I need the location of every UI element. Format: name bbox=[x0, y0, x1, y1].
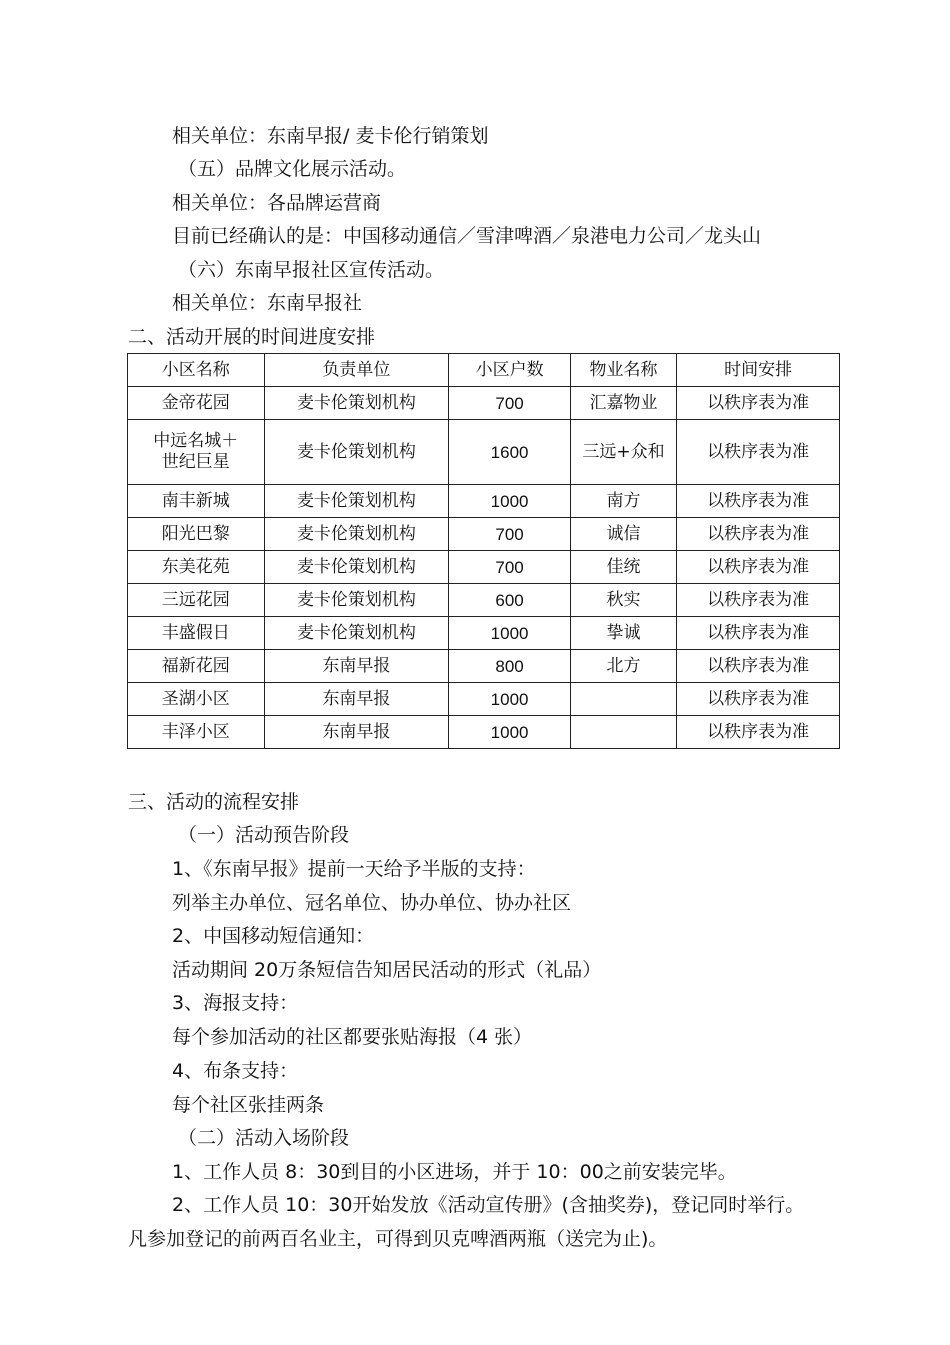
table-row bbox=[128, 518, 840, 551]
cell-schedule: 以秩序表为准 bbox=[677, 551, 840, 584]
cell-property bbox=[570, 716, 676, 749]
cell-schedule: 以秩序表为准 bbox=[677, 650, 840, 683]
cell-schedule: 以秩序表为准 bbox=[677, 518, 840, 551]
cell-households: 1000 bbox=[449, 617, 571, 650]
table-row bbox=[128, 683, 840, 716]
header-community-name: 小区名称 bbox=[128, 354, 265, 387]
cell-households: 700 bbox=[449, 387, 571, 420]
cell-community: 丰泽小区 bbox=[128, 716, 265, 749]
stage-2-heading: （二）活动入场阶段 bbox=[178, 1127, 350, 1149]
table-header-row bbox=[128, 354, 840, 387]
process-heading: 三、活动的流程安排 bbox=[128, 791, 300, 813]
cell-households: 800 bbox=[449, 650, 571, 683]
stage-1-heading: （一）活动预告阶段 bbox=[178, 824, 350, 846]
section-6-heading: （六）东南早报社区宣传活动。 bbox=[178, 259, 445, 281]
cell-community: 中远名城＋世纪巨星 bbox=[128, 420, 265, 485]
table-row bbox=[128, 420, 840, 485]
step-1-detail: 列举主办单位、冠名单位、协办单位、协办社区 bbox=[172, 892, 572, 914]
cell-community: 东美花苑 bbox=[128, 551, 265, 584]
cell-community: 圣湖小区 bbox=[128, 683, 265, 716]
cell-unit: 麦卡伦策划机构 bbox=[264, 387, 449, 420]
related-units-line-2: 相关单位：各品牌运营商 bbox=[172, 192, 382, 214]
cell-property bbox=[570, 683, 676, 716]
cell-households: 1600 bbox=[449, 420, 571, 485]
cell-unit: 东南早报 bbox=[264, 650, 449, 683]
table-row bbox=[128, 716, 840, 749]
cell-households: 1000 bbox=[449, 485, 571, 518]
step-3-title: 3、海报支持： bbox=[172, 992, 299, 1014]
cell-community: 三远花园 bbox=[128, 584, 265, 617]
cell-schedule: 以秩序表为准 bbox=[677, 683, 840, 716]
table-row bbox=[128, 551, 840, 584]
cell-unit: 麦卡伦策划机构 bbox=[264, 584, 449, 617]
related-units-line-1: 相关单位：东南早报/ 麦卡伦行销策划 bbox=[172, 125, 489, 147]
cell-community: 福新花园 bbox=[128, 650, 265, 683]
table-row bbox=[128, 584, 840, 617]
cell-households: 1000 bbox=[449, 683, 571, 716]
cell-property: 南方 bbox=[570, 485, 676, 518]
table-row bbox=[128, 617, 840, 650]
cell-unit: 东南早报 bbox=[264, 716, 449, 749]
cell-schedule: 以秩序表为准 bbox=[677, 584, 840, 617]
cell-unit: 麦卡伦策划机构 bbox=[264, 617, 449, 650]
header-responsible-unit: 负责单位 bbox=[264, 354, 449, 387]
schedule-table bbox=[127, 353, 840, 749]
header-time-schedule: 时间安排 bbox=[677, 354, 840, 387]
step-4-detail: 每个社区张挂两条 bbox=[172, 1094, 325, 1116]
cell-unit: 麦卡伦策划机构 bbox=[264, 518, 449, 551]
cell-property: 三远+众和 bbox=[570, 420, 676, 485]
cell-community: 南丰新城 bbox=[128, 485, 265, 518]
cell-schedule: 以秩序表为准 bbox=[677, 387, 840, 420]
cell-property: 北方 bbox=[570, 650, 676, 683]
header-property-name: 物业名称 bbox=[570, 354, 676, 387]
step-4-title: 4、布条支持： bbox=[172, 1060, 299, 1082]
cell-property: 佳统 bbox=[570, 551, 676, 584]
cell-schedule: 以秩序表为准 bbox=[677, 485, 840, 518]
step-1-title: 1、《东南早报》提前一天给予半版的支持： bbox=[172, 858, 536, 880]
section-5-heading: （五）品牌文化展示活动。 bbox=[178, 158, 407, 180]
header-household-count: 小区户数 bbox=[449, 354, 571, 387]
cell-property: 诚信 bbox=[570, 518, 676, 551]
cell-property: 秋实 bbox=[570, 584, 676, 617]
cell-schedule: 以秩序表为准 bbox=[677, 716, 840, 749]
cell-unit: 麦卡伦策划机构 bbox=[264, 485, 449, 518]
table-row bbox=[128, 387, 840, 420]
cell-unit: 东南早报 bbox=[264, 683, 449, 716]
cell-property: 挚诚 bbox=[570, 617, 676, 650]
cell-community: 丰盛假日 bbox=[128, 617, 265, 650]
table-row bbox=[128, 650, 840, 683]
cell-households: 1000 bbox=[449, 716, 571, 749]
entry-step-2-continued: 凡参加登记的前两百名业主，可得到贝克啤酒两瓶（送完为止)。 bbox=[128, 1228, 668, 1250]
schedule-heading: 二、活动开展的时间进度安排 bbox=[128, 326, 376, 348]
related-units-line-3: 相关单位：东南早报社 bbox=[172, 292, 363, 314]
cell-property: 汇嘉物业 bbox=[570, 387, 676, 420]
cell-schedule: 以秩序表为准 bbox=[677, 420, 840, 485]
confirmed-sponsors-line: 目前已经确认的是：中国移动通信／雪津啤酒／泉港电力公司／龙头山 bbox=[172, 225, 762, 247]
entry-step-2: 2、工作人员 10：30开始发放《活动宣传册》(含抽奖券)，登记同时举行。 bbox=[172, 1194, 805, 1216]
step-2-title: 2、中国移动短信通知： bbox=[172, 925, 375, 947]
cell-unit: 麦卡伦策划机构 bbox=[264, 551, 449, 584]
entry-step-1: 1、工作人员 8：30到目的小区进场，并于 10：00之前安装完毕。 bbox=[172, 1161, 737, 1183]
cell-unit: 麦卡伦策划机构 bbox=[264, 420, 449, 485]
cell-households: 700 bbox=[449, 551, 571, 584]
cell-households: 600 bbox=[449, 584, 571, 617]
cell-community: 阳光巴黎 bbox=[128, 518, 265, 551]
table-row bbox=[128, 485, 840, 518]
cell-schedule: 以秩序表为准 bbox=[677, 617, 840, 650]
step-2-detail: 活动期间 20万条短信告知居民活动的形式（礼品） bbox=[172, 959, 602, 981]
cell-households: 700 bbox=[449, 518, 571, 551]
step-3-detail: 每个参加活动的社区都要张贴海报（4 张） bbox=[172, 1026, 533, 1048]
cell-community: 金帝花园 bbox=[128, 387, 265, 420]
